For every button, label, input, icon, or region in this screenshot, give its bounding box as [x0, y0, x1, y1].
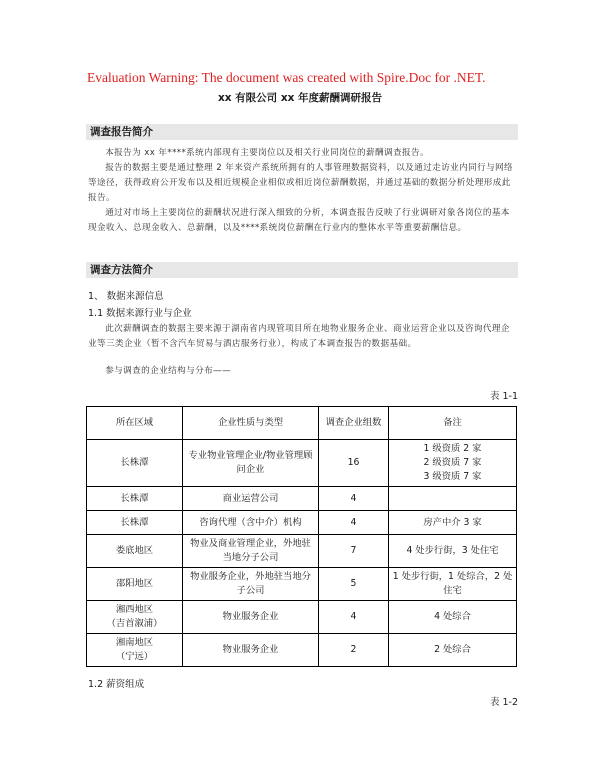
count-cell: 4	[319, 511, 389, 535]
subsection-salary-composition: 1.2 薪资组成	[88, 679, 145, 690]
region-cell: 长株潭	[87, 487, 183, 511]
count-cell: 4	[319, 601, 389, 634]
type-cell: 物业服务企业	[183, 634, 319, 667]
document-title: xx 有限公司 xx 年度薪酬调研报告	[217, 92, 383, 104]
region-cell: 长株潭	[87, 511, 183, 535]
region-cell: 湘南地区 （宁远）	[87, 634, 183, 667]
method-paragraph-1: 此次薪酬调查的数据主要来源于湖南省内现管项目所在地物业服务企业、商业运营企业以及咨询代理企业等三类企业（暂不含汽车贸易与酒店服务行业），构成了本调查报告的数据基础。	[88, 324, 510, 349]
region-cell: 湘西地区 （吉首溆浦）	[87, 601, 183, 634]
note-cell: 4 处步行街，3 处住宅	[389, 535, 517, 568]
intro-paragraph-1: 本报告为 xx 年****系统内部现有主要岗位以及相关行业同岗位的薪酬调查报告。	[105, 148, 430, 158]
type-cell: 物业服务企业，外地驻当地分子公司	[183, 568, 319, 601]
type-cell: 物业服务企业	[183, 601, 319, 634]
region-cell: 娄底地区	[87, 535, 183, 568]
type-cell: 专业物业管理企业/物业管理顾问企业	[183, 440, 319, 487]
intro-paragraph-2: 报告的数据主要是通过整理 2 年来资产系统所拥有的人事管理数据资料，以及通过走访业内同行与网络等途径，获得政府公开发布以及相近规模企业相似或相近岗位薪酬数据，并通过基础的数据分析处理形成此报告。	[88, 163, 514, 203]
evaluation-warning: Evaluation Warning: The document was created with Spire.Doc for .NET.	[87, 70, 486, 85]
type-cell: 物业及商业管理企业，外地驻当地分子公司	[183, 535, 319, 568]
count-cell: 5	[319, 568, 389, 601]
note-cell: 1 处步行街，1 处综合，2 处住宅	[389, 568, 517, 601]
note-cell: 1 级资质 2 家 2 级资质 7 家 3 级资质 7 家	[389, 440, 517, 487]
table-header-row	[87, 407, 517, 440]
column-header: 所在区域	[87, 407, 183, 440]
table-row	[87, 487, 517, 511]
note-cell: 2 处综合	[389, 634, 517, 667]
count-cell: 4	[319, 487, 389, 511]
table-caption-2: 表 1-2	[489, 697, 518, 708]
count-cell: 16	[319, 440, 389, 487]
table-row	[87, 601, 517, 634]
note-cell	[389, 487, 517, 511]
column-header: 调查企业组数	[319, 407, 389, 440]
subsection-data-source: 1、 数据来源信息	[88, 291, 164, 302]
column-header: 备注	[389, 407, 517, 440]
enterprise-distribution-table	[86, 406, 517, 667]
section-heading-intro: 调查报告简介	[86, 124, 518, 140]
note-cell: 房产中介 3 家	[389, 511, 517, 535]
intro-paragraph-3: 通过对市场上主要岗位的薪酬状况进行深入细致的分析，本调查报告反映了行业调研对象各岗位的基本现金收入、总现金收入、总薪酬，以及****系统岗位薪酬在行业内的整体水平等重要薪酬信息。	[88, 208, 510, 233]
table-row	[87, 568, 517, 601]
table-row	[87, 511, 517, 535]
count-cell: 2	[319, 634, 389, 667]
type-cell: 咨询代理（含中介）机构	[183, 511, 319, 535]
table-row	[87, 535, 517, 568]
table-caption-1: 表 1-1	[489, 391, 518, 402]
region-cell: 邵阳地区	[87, 568, 183, 601]
type-cell: 商业运营公司	[183, 487, 319, 511]
count-cell: 7	[319, 535, 389, 568]
region-cell: 长株潭	[87, 440, 183, 487]
section-heading-method: 调查方法简介	[86, 262, 518, 278]
method-paragraph-2: 参与调查的企业结构与分布——	[105, 366, 232, 376]
column-header: 企业性质与类型	[183, 407, 319, 440]
subsection-industry: 1.1 数据来源行业与企业	[88, 308, 192, 319]
table-row	[87, 440, 517, 487]
note-cell: 4 处综合	[389, 601, 517, 634]
table-row	[87, 634, 517, 667]
